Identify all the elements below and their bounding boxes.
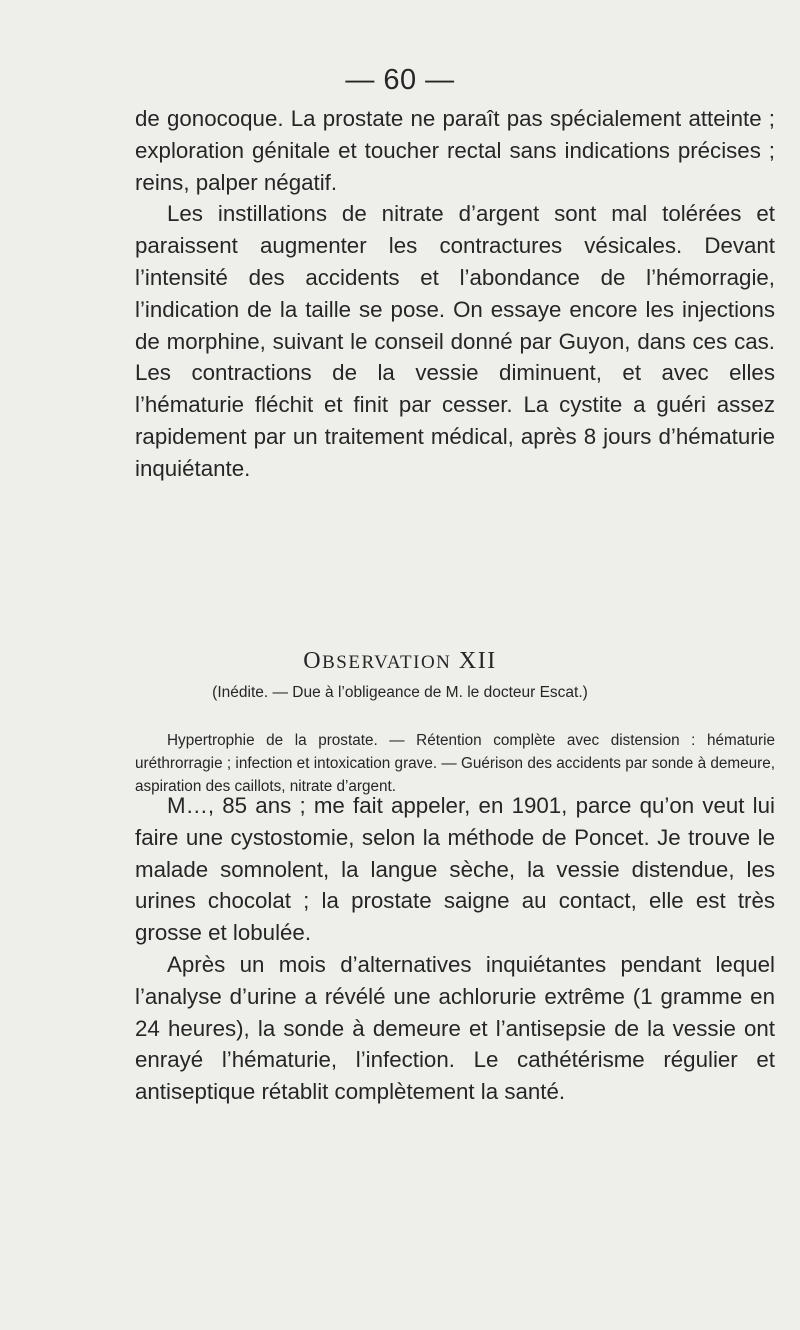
observation-summary-text: Hypertrophie de la prostate. — Rétention complète avec distension : hématurie uréthrorragie ; infection et intoxication grave. — Guérison des accidents par sonde à demeure, aspiration des caillots, nitrate d’argent. — [135, 732, 775, 795]
observation-number: XII — [458, 648, 497, 674]
paragraph-3: M…, 85 ans ; me fait appeler, en 1901, parce qu’on veut lui faire une cystostomie, selon la méthode de Poncet. Je trouve le malade somnolent, la langue sèche, la vessie distendue, les urines chocolat ; la prostate saigne au contact, elle est très grosse et lobulée. — [135, 793, 775, 946]
observation-summary — [135, 729, 775, 798]
text-block-bottom — [135, 790, 775, 1108]
observation-title-initial: O — [303, 648, 323, 674]
observation-title-rest: BSERVATION — [322, 652, 452, 673]
page-number: — 60 — — [345, 64, 455, 96]
observation-title — [0, 648, 800, 675]
paragraph-1: de gonocoque. La prostate ne paraît pas spécialement atteinte ; exploration génitale et toucher rectal sans indications précises ; reins, palper négatif. — [135, 106, 775, 195]
paragraph-4: Après un mois d’alternatives inquiétantes pendant lequel l’analyse d’urine a révélé une achlorurie extrême (1 gramme en 24 heures), la sonde à demeure et l’antisepsie de la vessie ont enrayé l’hématurie, l’infection. Le cathétérisme régulier et antiseptique rétablit complètement la santé. — [135, 951, 775, 1105]
paragraph-2: Les instillations de nitrate d’argent sont mal tolérées et paraissent augmenter les contractures vésicales. Devant l’intensité des accidents et l’abondance de l’hémorragie, l’indication de la taille se pose. On essaye encore les injections de morphine, suivant le conseil donné par Guyon, dans ces cas. Les contractions de la vessie diminuent, et avec elles l’hématurie fléchit et finit par cesser. La cystite a guéri assez rapidement par un traitement médical, après 8 jours d’hématurie inquiétante. — [135, 201, 775, 481]
text-block-top — [135, 103, 775, 485]
observation-source-note: (Inédite. — Due à l’obligeance de M. le docteur Escat.) — [212, 684, 588, 701]
